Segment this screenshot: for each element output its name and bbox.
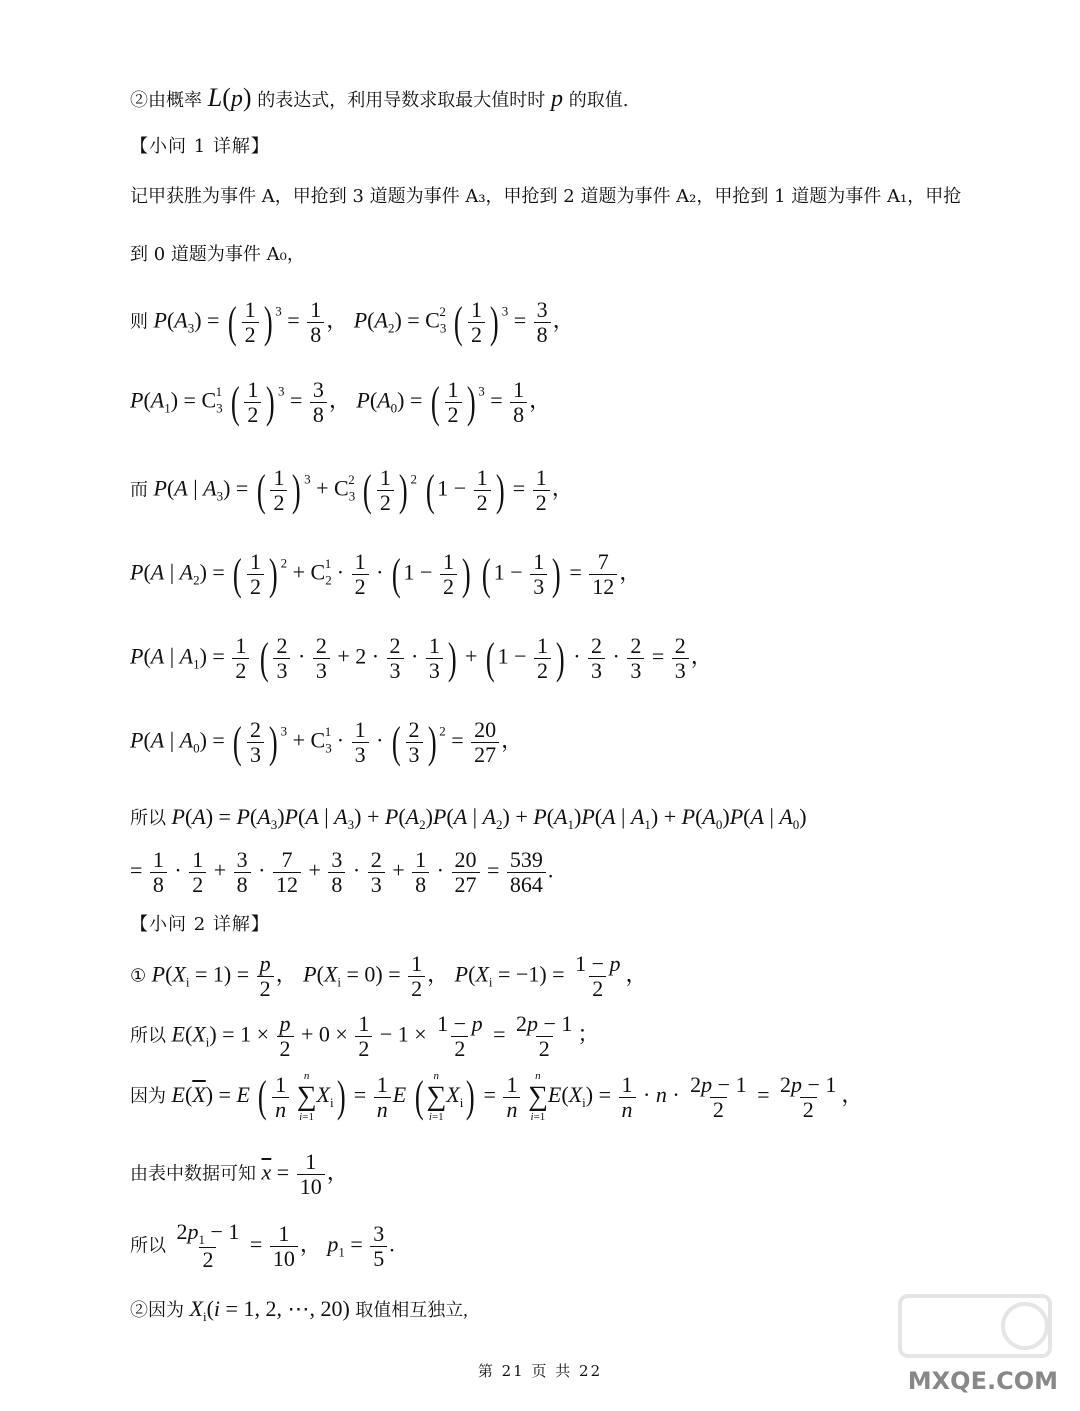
formula-xbar: 由表中数据可知 $\overline{x}$ = $\frac{1}{10}$ ， [130, 1149, 349, 1200]
formula-pa-given-a2: P(A | $A_2$) = ( $\frac{1}{2}$ ) $^2 + C_2^1$ · $\frac{1}{2}$ · ( 1 − $\frac{1}{2}$ ) ( 1 − $\frac{1}{3}$ ) = $\frac{7}{12}$ ， [130, 549, 642, 600]
text-line-4: 到 0 道题为事件 A₀， [130, 244, 305, 265]
text: 所以 [130, 1025, 166, 1046]
formula-expectation-xi: 所以 $E(X_i) = 1$ × $\frac{p}{2}$ + 0 × $\frac{1}{2}$ − 1 × $\frac{1 - p}{2}$ = $\frac{2p - 1}{2}$ ； [130, 1011, 600, 1062]
section-heading-1: 【小问 1 详解】 [130, 136, 270, 157]
text: 所以 [130, 1235, 166, 1256]
formula-pa3-pa2: 则 $P(A_3)$ = ( $\frac{1}{2}$ ) $^3$ = $\frac{1}{8}$ ， $P(A_2) = C_3^2$ ( $\frac{1}{2}$ ) $^3$ = $\frac{3}{8}$ ， [130, 297, 575, 348]
text: ②因为 [130, 1300, 184, 1320]
formula-pa-result: = $\frac{1}{8}$ · $\frac{1}{2}$ + $\frac{3}{8}$ · $\frac{7}{12}$ + $\frac{3}{8}$ · $\frac{2}{3}$ + $\frac{1}{8}$ · $\frac{20}{27}$ = $\frac{539}{864}$ . [130, 847, 554, 898]
section-heading-2: 【小问 2 详解】 [130, 914, 270, 935]
formula-pa1-pa0: $P(A_1) = C_3^1$ ( $\frac{1}{2}$ ) $^3$ = $\frac{3}{8}$ ， $P(A_0)$ = ( $\frac{1}{2}$ ) $^3$ = $\frac{1}{8}$ ， [130, 377, 552, 428]
formula-expectation-mean: 因为 $E(\overline{X}) = E$ ( $\frac{1}{n}$ n ∑ i=1 $X_i$) = $\frac{1}{n}$ E ( n ∑ i=1 $X_i$) = $\frac{1}{n}$ n ∑ i=1 $E(X_i)$ = $\frac{1}{n}$ · n · $\frac{2p - 1}{2}$ = $\frac{2p - 1}{2}$ ， [130, 1070, 864, 1124]
text: ②由概率 [130, 90, 202, 111]
text-line-last: ②因为 $X_i(i = 1$, 2, ⋯, 20) 取值相互独立, [130, 1296, 468, 1324]
text: 因为 [130, 1086, 166, 1107]
formula-pa-given-a1: P(A | $A_1$) = $\frac{1}{2}$ ( $\frac{2}{3}$ · $\frac{2}{3}$ + 2 · $\frac{2}{3}$ · $\frac{1}{3}$ ) + ( 1 − $\frac{1}{2}$ ) · $\frac{2}{3}$ · $\frac{2}{3}$ = $\frac{2}{3}$ ， [130, 633, 713, 684]
text-line-3: 记甲获胜为事件 A，甲抢到 3 道题为事件 A₃，甲抢到 2 道题为事件 A₂，甲抢到 1 道题为事件 A₁，甲抢 [130, 186, 962, 207]
text-line-1: ②由概率 L(p) 的表达式，利用导数求取最大值时时 p 的取值. [130, 83, 629, 112]
text: ① [130, 965, 147, 986]
formula-pa-given-a3: 而 P(A | $A_3$) = ( $\frac{1}{2}$ ) $^3 + C_3^2$ ( $\frac{1}{2}$ ) $^2$ ( 1 − $\frac{1}{2}$ ) = $\frac{1}{2}$ ， [130, 465, 574, 516]
text: 则 [130, 311, 148, 332]
page-footer: 第 21 页 共 22 [477, 1362, 603, 1380]
formula-p1: 所以 $\frac{2p_1 - 1}{2}$ = $\frac{1}{10}$ ， $p_1$ = $\frac{3}{5}$ . [130, 1219, 395, 1273]
formula-xi-distribution: ① $P(X_i = 1)$ = $\frac{p}{2}$ ， $P(X_i = 0)$ = $\frac{1}{2}$ ， $P(X_i = -1)$ = $\frac{1 - p}{2}$ ， [130, 951, 648, 1002]
text: 而 [130, 479, 148, 500]
formula-pa-total: 所以 $P(A) = P(A_3)P(A$ | $A_3) + P(A_2)P(A$ | $A_2) + P(A_1)P(A$ | $A_1) + P(A_0)P(A$ | $A_0$) [130, 804, 807, 832]
formula-pa-given-a0: P(A | $A_0$) = ( $\frac{2}{3}$ ) $^3 + C_3^1$ · $\frac{1}{3}$ · ( $\frac{2}{3}$ ) $^2$ = $\frac{20}{27}$ ， [130, 717, 524, 768]
text: 所以 [130, 808, 166, 828]
text: 取值相互独立, [355, 1300, 468, 1320]
text: 的表达式，利用导数求取最大值时时 [257, 90, 546, 111]
text: 由表中数据可知 [130, 1163, 256, 1184]
watermark-text: MXQE.COM [907, 1367, 1058, 1395]
text: 的取值. [568, 90, 629, 111]
